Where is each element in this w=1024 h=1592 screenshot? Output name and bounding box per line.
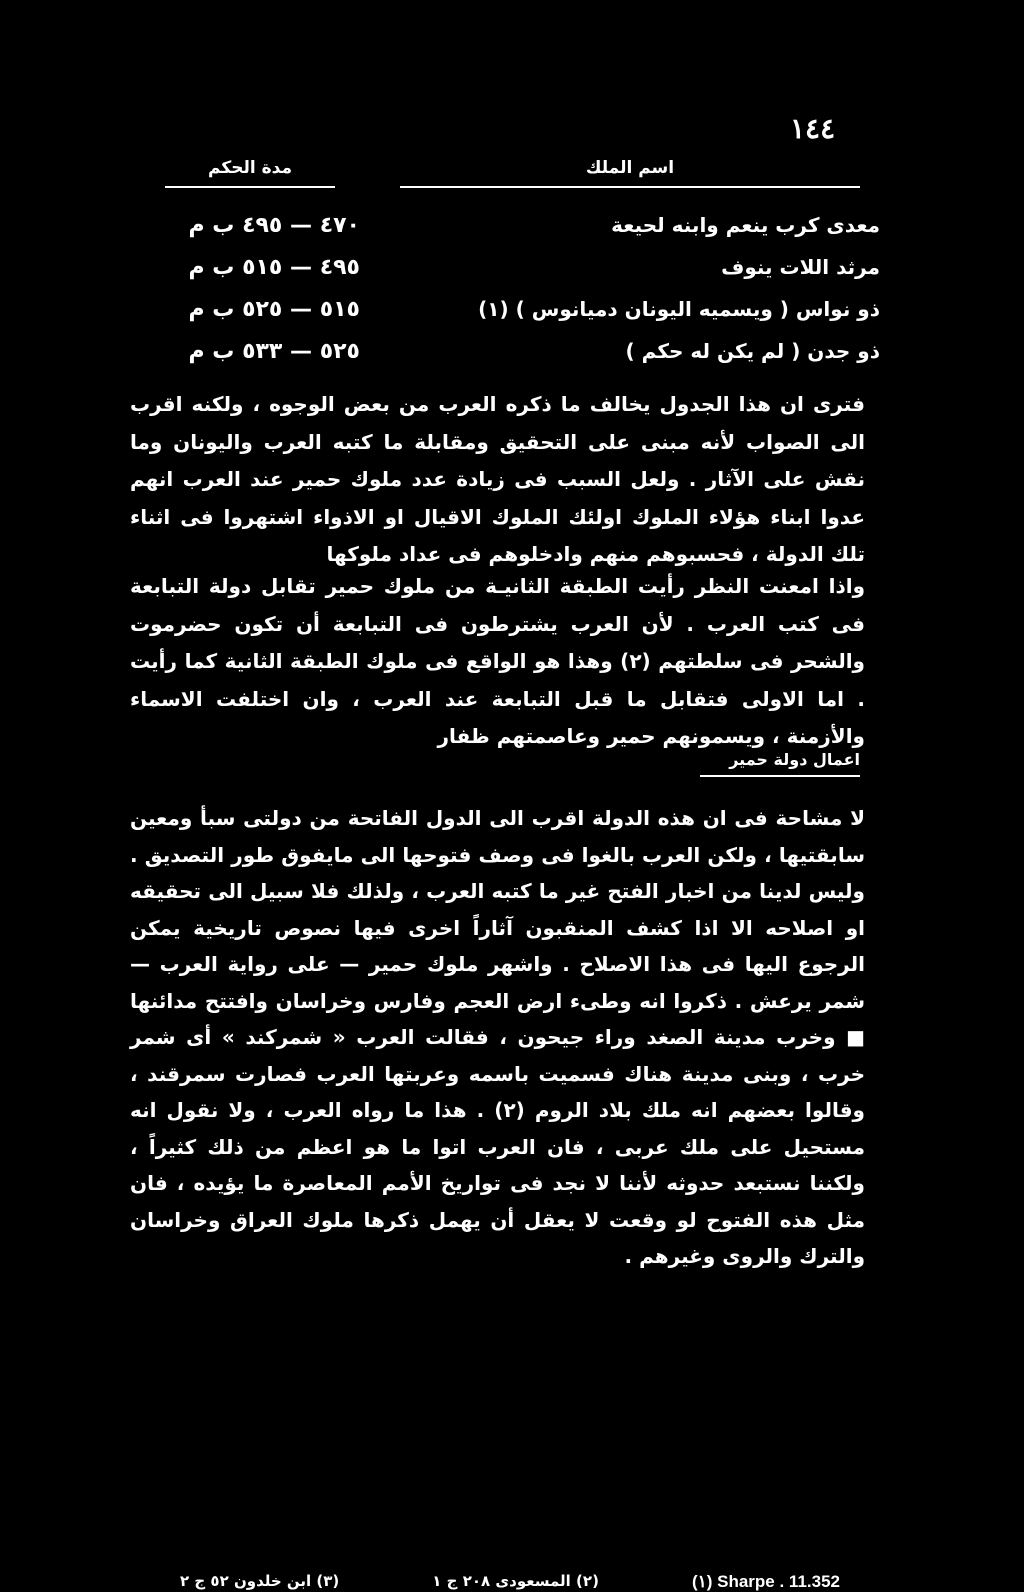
- header-rule-king: [400, 186, 860, 188]
- footnote: (١) Sharpe . 11.352: [691, 1572, 840, 1591]
- footnote: (٣) ابن خلدون ٥٢ ج ٢: [180, 1572, 340, 1590]
- header-rule-reign: [165, 186, 335, 188]
- paragraph-text: فترى ان هذا الجدول يخالف ما ذكره العرب من بعض الوجوه ، ولكنه اقرب الى الصواب لأنه مبنى على التحقيق ومقابلة ما كتبه العرب واليونان وما نقش على الآثار . ولعل السبب فى زيادة عدد ملوك حمير عند العرب انهم عدوا ابناء هؤلاء الملوك اولئك الملوك الاقيال او الاذواء اشتهروا فى اثناء تلك الدولة ، فحسبوهم منهم وادخلوهم فى عداد ملوكها: [130, 392, 865, 566]
- paragraph-text: لا مشاحة فى ان هذه الدولة اقرب الى الدول الفاتحة من دولتى سبأ ومعين سابقتيها ، ولكن العرب بالغوا فى وصف فتوحها الى مايفوق طور التصديق . وليس لدينا من اخبار الفتح غير ما كتبه العرب ، ولذلك فلا سبيل الى تحقيقه او اصلاحه الا اذا كشف المنقبون آثاراً اخرى فيها نصوص تاريخية يمكن الرجوع اليها فى هذا الاصلاح . واشهر ملوك حمير — على رواية العرب — شمر يرعش . ذكروا انه وطىء ارض العجم وفارس وخراسان وافتتح مدائنها ■ وخرب مدينة الصغد وراء جيحون ، فقالت العرب « شمركند » أى شمر خرب ، وبنى مدينة هناك فسميت باسمه وعربتها العرب فصارت سمرقند ، وقالوا بعضهم انه ملك بلاد الروم (٢) . هذا ما رواه العرب ، ولا نقول انه مستحيل على ملك عربى ، فان العرب اتوا ما هو اعظم من ذلك كثيراً ، ولكننا نستبعد حدوثه لأننا لا نجد فى تواريخ الأمم المعاصرة ما يؤيده ، فان مثل هذه الفتوح لو وقعت لا يعقل أن يهمل ذكرها ملوك العراق وخراسان والترك والروى وغيرهم .: [130, 806, 865, 1268]
- reign-years-cell: ٥٢٥ — ٥٣٣ ب م: [188, 339, 360, 364]
- king-name-cell: ذو جدن ( لم يكن له حكم ): [625, 339, 880, 363]
- footnote: (٢) المسعودى ٢٠٨ ج ١: [432, 1572, 599, 1590]
- paragraph-table-commentary: [130, 386, 865, 574]
- table-row: [140, 213, 880, 255]
- reign-years-cell: ٤٩٥ — ٥١٥ ب م: [188, 255, 360, 280]
- king-name-cell: ذو نواس ( ويسميه اليونان دميانوس ) (١): [478, 297, 880, 321]
- kings-table: [140, 213, 880, 381]
- column-header-reign: مدة الحكم: [208, 158, 292, 178]
- paragraph-text: واذا امعنت النظر رأيت الطبقة الثانيـة من ملوك حمير تقابل دولة التبابعة فى كتب العرب . لأن العرب يشترطون فى التبابعة أن تكون حضرموت والشحر فى سلطتهم (٢) وهذا هو الواقع فى ملوك الطبقة الثانية كما رأيت . اما الاولى فتقابل ما قبل التبابعة عند العرب ، وان اختلفت الاسماء والأزمنة ، ويسمونهم حمير وعاصمتهم ظفار: [130, 574, 865, 748]
- paragraph-tababia: [130, 568, 865, 756]
- paragraph-himyar-deeds: [130, 800, 865, 1275]
- footnotes: [180, 1572, 840, 1592]
- page-number: ١٤٤: [790, 112, 836, 145]
- king-name-cell: معدى كرب ينعم وابنه لحيعة: [611, 213, 880, 237]
- king-name-cell: مرثد اللات ينوف: [721, 255, 880, 279]
- table-row: [140, 297, 880, 339]
- reign-years-cell: ٤٧٠ — ٤٩٥ ب م: [188, 213, 360, 238]
- table-row: [140, 255, 880, 297]
- reign-years-cell: ٥١٥ — ٥٢٥ ب م: [188, 297, 360, 322]
- section-heading: اعمال دولة حمير: [700, 750, 860, 777]
- column-header-king: اسم الملك: [585, 158, 675, 178]
- table-row: [140, 339, 880, 381]
